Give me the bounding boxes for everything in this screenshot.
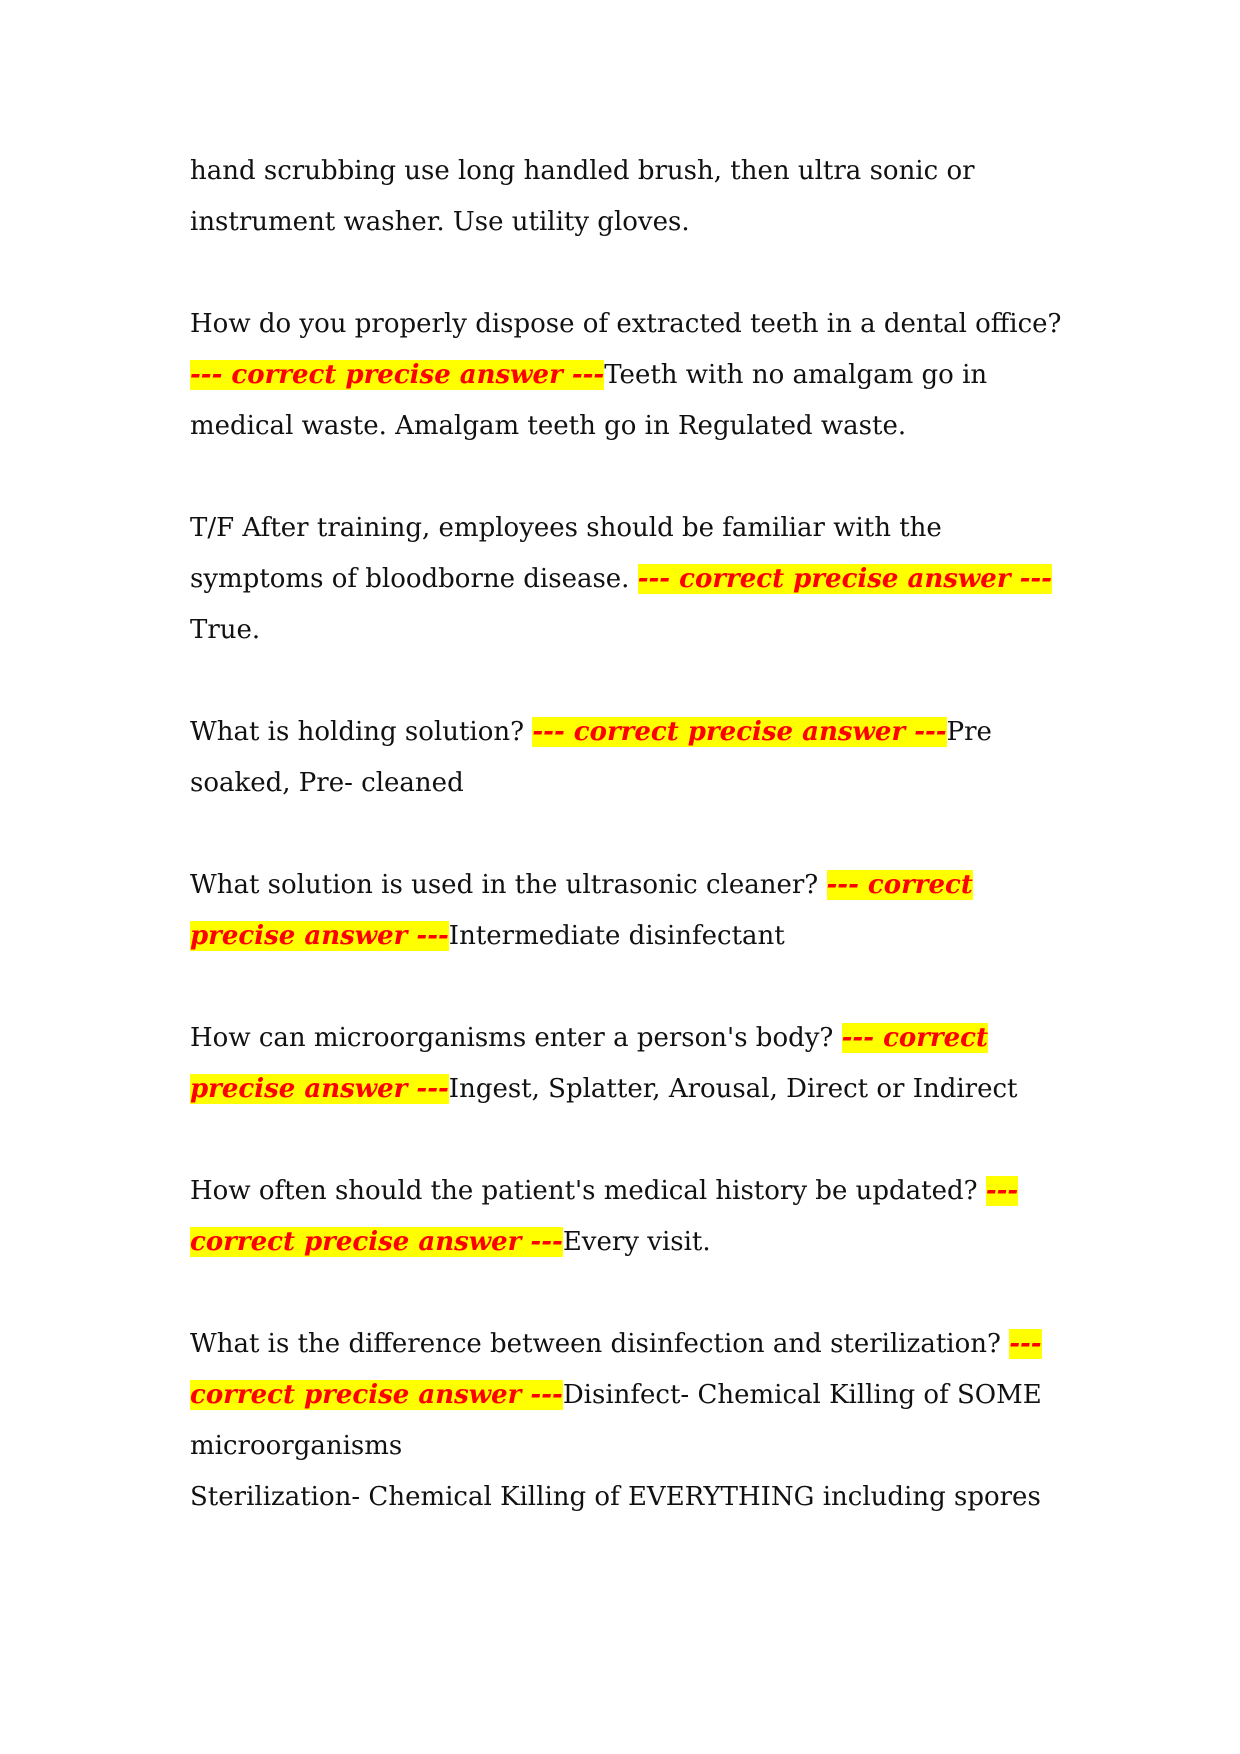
- question-text: T/F After training, employees should be familiar with the symptoms of bloodborne disease.: [190, 513, 942, 594]
- qa-block: [190, 1319, 1070, 1523]
- answer-text: Ingest, Splatter, Arousal, Direct or Indirect: [448, 1074, 1018, 1104]
- answer-text: True.: [190, 615, 261, 645]
- qa-paragraph: [190, 1013, 1070, 1115]
- answer-text: Disinfect- Chemical Killing of SOME microorganisms: [190, 1380, 1042, 1461]
- qa-block: [190, 1013, 1070, 1115]
- answer-text: Every visit.: [562, 1227, 711, 1257]
- question-text: How do you properly dispose of extracted teeth in a dental office?: [190, 309, 1062, 339]
- answer-text: Pre soaked, Pre- cleaned: [190, 717, 992, 798]
- answer-marker: --- correct precise answer ---: [190, 1023, 989, 1104]
- question-text: How often should the patient's medical history be updated?: [190, 1176, 986, 1206]
- answer-line: Sterilization- Chemical Killing of EVERYTHING including spores: [190, 1482, 1041, 1512]
- qa-block: [190, 707, 1070, 809]
- question-text: What is the difference between disinfection and sterilization?: [190, 1329, 1010, 1359]
- answer-line: hand scrubbing use long handled brush, then ultra sonic or instrument washer. Use utility gloves.: [190, 156, 975, 237]
- answer-marker: --- correct precise answer ---: [190, 1329, 1042, 1410]
- qa-paragraph: [190, 860, 1070, 962]
- qa-paragraph: [190, 1319, 1070, 1472]
- answer-marker: --- correct precise answer ---: [532, 717, 947, 747]
- question-text: What is holding solution?: [190, 717, 533, 747]
- answer-text: Intermediate disinfectant: [448, 921, 785, 951]
- answer-marker: --- correct precise answer ---: [190, 360, 605, 390]
- qa-block: [190, 1166, 1070, 1268]
- qa-paragraph: [190, 503, 1070, 656]
- qa-block: [190, 299, 1070, 452]
- answer-marker: --- correct precise answer ---: [190, 870, 973, 951]
- qa-block: [190, 860, 1070, 962]
- answer-text: Teeth with no amalgam go in medical waste. Amalgam teeth go in Regulated waste.: [190, 360, 988, 441]
- question-text: How can microorganisms enter a person's body?: [190, 1023, 842, 1053]
- qa-paragraph: [190, 299, 1070, 452]
- qa-block: [190, 146, 1070, 248]
- qa-paragraph: [190, 707, 1070, 809]
- qa-paragraph: [190, 1166, 1070, 1268]
- qa-block: [190, 503, 1070, 656]
- question-text: What solution is used in the ultrasonic cleaner?: [190, 870, 827, 900]
- answer-marker: --- correct precise answer ---: [190, 1176, 1019, 1257]
- answer-marker: --- correct precise answer ---: [637, 564, 1052, 594]
- qa-list: [190, 146, 1070, 1574]
